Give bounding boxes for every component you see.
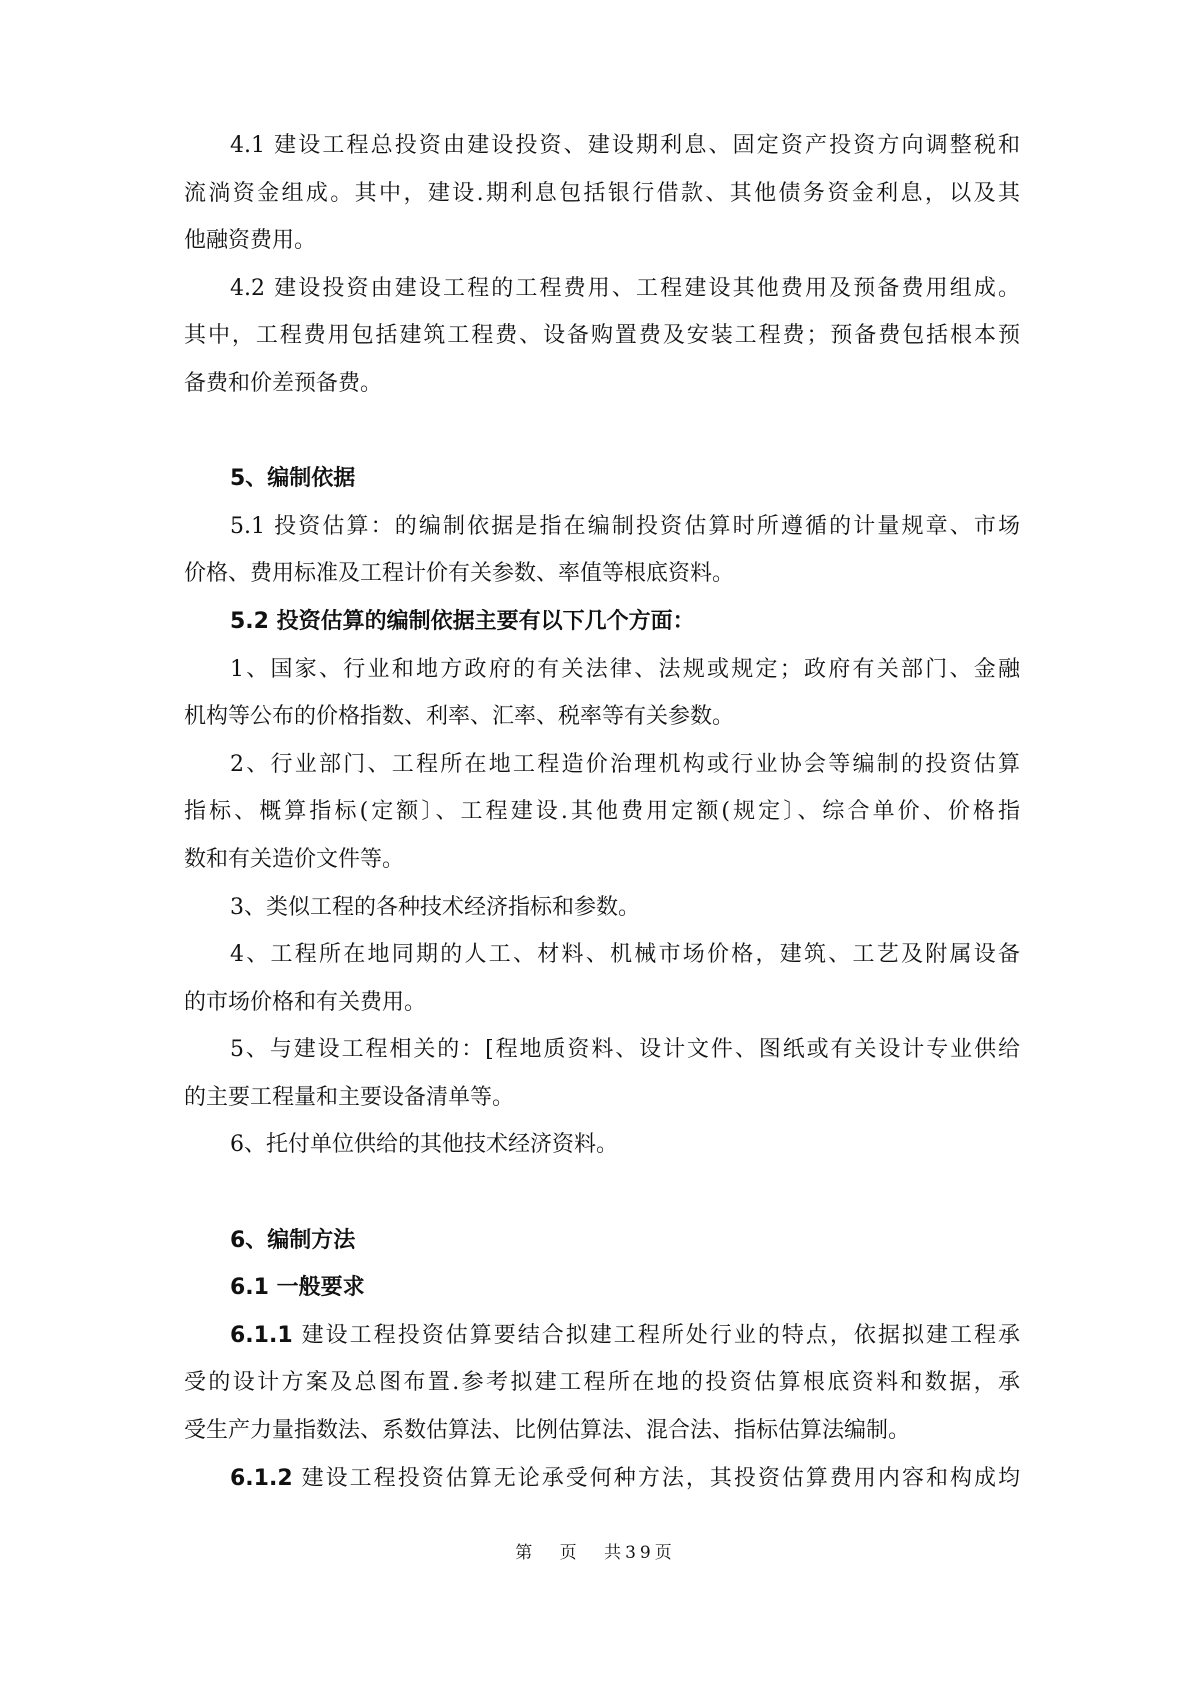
paragraph-line: 机构等公布的价格指数、利率、汇率、税率等有关参数。 — [184, 704, 735, 730]
paragraph-line: 5.1 投资估算：的编制依据是指在编制投资估算时所遵循的计量规章、市场 — [230, 513, 1020, 539]
clause-number: 6.1.2 — [230, 1465, 293, 1491]
paragraph-5-1 — [184, 503, 1020, 598]
paragraph-line: 流淌资金组成。其中，建设.期利息包括银行借款、其他债务资金利息，以及其 — [184, 180, 1020, 206]
paragraph-line — [184, 1455, 1020, 1503]
list-item-5 — [184, 1026, 1020, 1121]
paragraph-line: 指标、概算指标(定额〕、工程建设.其他费用定额(规定〕、综合单价、价格指 — [184, 799, 1020, 825]
page-body — [184, 122, 1020, 1502]
subheading-5-2: 5.2 投资估算的编制依据主要有以下几个方面： — [230, 608, 695, 634]
clause-number: 6.1.1 — [230, 1322, 293, 1348]
subheading-6-1: 6.1 一般要求 — [230, 1275, 365, 1301]
paragraph-4-1 — [184, 122, 1020, 265]
paragraph-line: 他融资费用。 — [184, 228, 317, 254]
section-heading-6: 6、编制方法 — [230, 1227, 356, 1253]
paragraph-line — [184, 1312, 1020, 1360]
blank-line — [184, 408, 1020, 456]
paragraph-6-1-2 — [184, 1455, 1020, 1503]
paragraph-line: 5、与建设工程相关的：[程地质资料、设计文件、图纸或有关设计专业供给 — [230, 1037, 1020, 1063]
clause-text: 建设工程投资估算无论承受何种方法，其投资估算费用内容和构成均 — [292, 1465, 1020, 1491]
paragraph-line: 3、类似工程的各种技术经济指标和参数。 — [230, 894, 640, 920]
paragraph-line: 受的设计方案及总图布置.参考拟建工程所在地的投资估算根底资料和数据，承 — [184, 1370, 1020, 1396]
section-heading-5: 5、编制依据 — [230, 466, 356, 492]
paragraph-line: 数和有关造价文件等。 — [184, 846, 405, 872]
paragraph-line: 4.2 建设投资由建设工程的工程费用、工程建设其他费用及预备费用组成。 — [230, 275, 1020, 301]
list-item-1 — [184, 646, 1020, 741]
paragraph-line: 其中，工程费用包括建筑工程费、设备购置费及安装工程费；预备费包括根本预 — [184, 323, 1020, 349]
paragraph-6-1-1 — [184, 1312, 1020, 1455]
paragraph-line: 受生产力量指数法、系数估算法、比例估算法、混合法、指标估算法编制。 — [184, 1418, 911, 1444]
page-number-footer: 第 页 共39页 — [515, 1543, 676, 1563]
paragraph-line: 的市场价格和有关费用。 — [184, 989, 427, 1015]
paragraph-line: 4.1 建设工程总投资由建设投资、建设期利息、固定资产投资方向调整税和 — [230, 133, 1020, 158]
paragraph-line: 的主要工程量和主要设备清单等。 — [184, 1084, 515, 1110]
paragraph-line: 4、工程所在地同期的人工、材料、机械市场价格，建筑、工艺及附属设备 — [230, 942, 1020, 968]
paragraph-line: 1、国家、行业和地方政府的有关法律、法规或规定；政府有关部门、金融 — [230, 656, 1020, 682]
paragraph-line: 2、行业部门、工程所在地工程造价治理机构或行业协会等编制的投资估算 — [230, 751, 1020, 777]
list-item-3 — [184, 884, 1020, 932]
paragraph-line: 价格、费用标准及工程计价有关参数、率值等根底资料。 — [184, 561, 735, 587]
list-item-4 — [184, 931, 1020, 1026]
clause-text: 建设工程投资估算要结合拟建工程所处行业的特点，依据拟建工程承 — [292, 1322, 1020, 1348]
paragraph-line: 备费和价差预备费。 — [184, 370, 383, 396]
paragraph-4-2 — [184, 265, 1020, 408]
paragraph-line: 6、托付单位供给的其他技术经济资料。 — [230, 1132, 618, 1158]
list-item-2 — [184, 741, 1020, 884]
list-item-6 — [184, 1121, 1020, 1169]
blank-line — [184, 1169, 1020, 1217]
